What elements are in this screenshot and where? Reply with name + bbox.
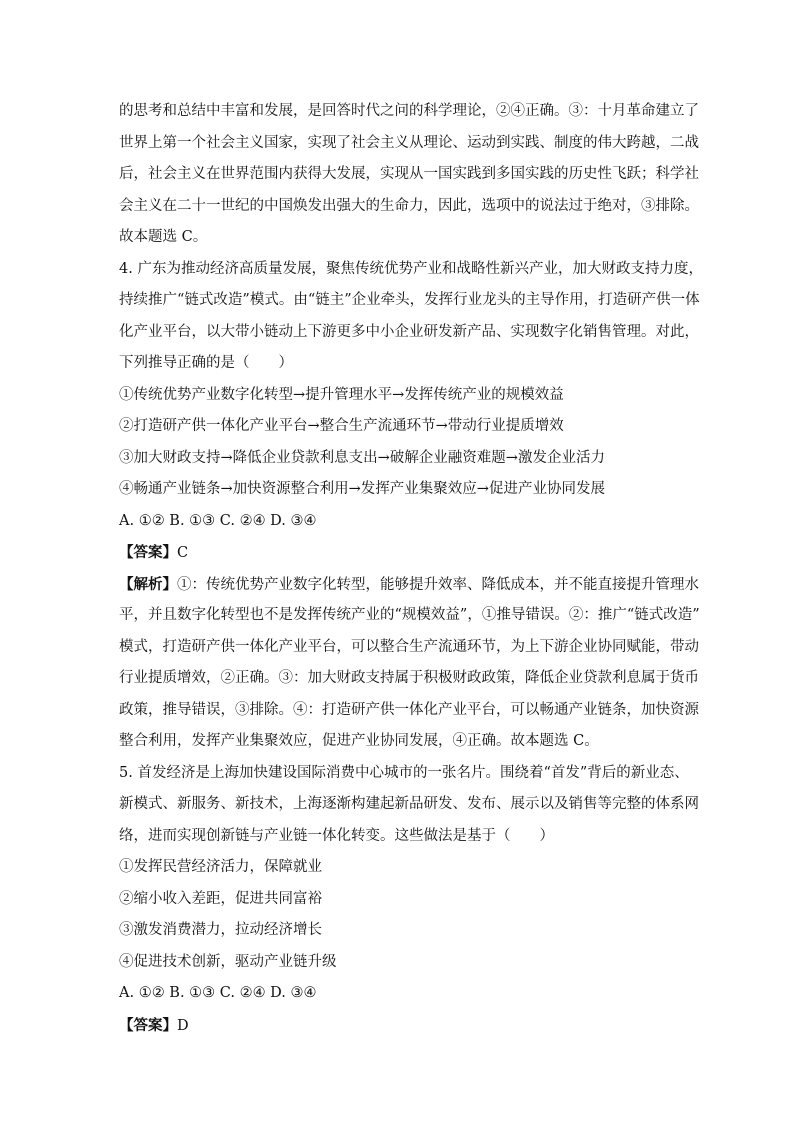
answer-value: D [177, 1017, 189, 1034]
question-5 [119, 758, 699, 1042]
option-item: ④促进技术创新，驱动产业链升级 [119, 953, 337, 970]
question-stem [119, 758, 699, 853]
text-line: 下列推导正确的是（ ） [119, 355, 293, 371]
text-line: 持续推广“链式改造”模式。由“链主”企业牵头，发挥行业龙头的主导作用，打造研产供一体 [119, 292, 700, 308]
text-line: 平，并且数字化转型也不是发挥传统产业的“规模效益”，①推导错误。②：推广“链式改造” [119, 607, 700, 623]
text-line: 化产业平台，以大带小链动上下游更多中小企业研发新产品、实现数字化销售管理。对此， [119, 323, 699, 340]
text-line: 政策，推导错误，③排除。④：打造研产供一体化产业平台，可以畅通产业链条，加快资源 [119, 701, 699, 718]
answer-choices: A. ①② B. ①③ C. ②④ D. ③④ [119, 512, 317, 529]
option-item: ①发挥民营经济活力，保障就业 [119, 859, 322, 875]
document-page [119, 96, 703, 1041]
option-item: ①传统优势产业数字化转型→提升管理水平→发挥传统产业的规模效益 [119, 386, 564, 403]
intro-paragraph [119, 96, 699, 254]
text-line: 世界上第一个社会主义国家，实现了社会主义从理论、运动到实践、制度的伟大跨越，二战 [119, 134, 699, 151]
text-line: 络，进而实现创新链与产业链一体化转变。这些做法是基于（ ） [119, 827, 554, 844]
text-line [119, 569, 699, 601]
text-line: 的思考和总结中丰富和发展，是回答时代之问的科学理论，②④正确。③：十月革命建立了 [119, 103, 699, 119]
answer-value: C [177, 545, 189, 561]
answer-label: 【答案】 [119, 544, 177, 561]
text-line: 会主义在二十一世纪的中国焕发出强大的生命力，因此，选项中的说法过于绝对，③排除。 [119, 197, 699, 214]
answer-choices: A. ①② B. ①③ C. ②④ D. ③④ [119, 985, 317, 1001]
option-item: ③激发消费潜力，拉动经济增长 [119, 922, 322, 938]
answer-line [119, 1010, 683, 1042]
text-line: 行业提质增效，②正确。③：加大财政支持属于积极财政政策，降低企业贷款利息属于货币 [119, 670, 699, 686]
text-line: 故本题选 C。 [119, 229, 208, 245]
answer-label: 【答案】 [119, 1016, 177, 1034]
text-line: 5. 首发经济是上海加快建设国际消费中心城市的一张名片。围绕着“首发”背后的新业态、 [119, 764, 689, 781]
option-list [119, 380, 683, 506]
text-line: 模式，打造研产供一体化产业平台，可以整合生产流通环节，为上下游企业协同赋能，带动 [119, 638, 699, 655]
text-line: 后，社会主义在世界范围内获得大发展，实现从一国实践到多国实践的历史性飞跃；科学社 [119, 166, 699, 182]
question-stem [119, 254, 703, 380]
option-list [119, 852, 683, 978]
option-item: ④畅通产业链条→加快资源整合利用→发挥产业集聚效应→促进产业协同发展 [119, 481, 605, 497]
answer-line [119, 537, 683, 569]
text-line: 整合利用，发挥产业集聚效应，促进产业协同发展，④正确。故本题选 C。 [119, 733, 599, 749]
question-4 [119, 254, 703, 758]
option-item: ③加大财政支持→降低企业贷款利息支出→破解企业融资难题→激发企业活力 [119, 449, 605, 466]
text-line: 4. 广东为推动经济高质量发展，聚焦传统优势产业和战略性新兴产业，加大财政支持力度， [119, 260, 703, 277]
analysis-label: 【解析】 [119, 575, 177, 593]
analysis-paragraph [119, 569, 700, 758]
text-line: 新模式、新服务、新技术，上海逐渐构建起新品研发、发布、展示以及销售等完整的体系网 [119, 796, 699, 812]
option-item: ②缩小收入差距，促进共同富裕 [119, 890, 322, 907]
option-item: ②打造研产供一体化产业平台→整合生产流通环节→带动行业提质增效 [119, 418, 564, 434]
analysis-text: ①：传统优势产业数字化转型，能够提升效率、降低成本，并不能直接提升管理水 [177, 576, 699, 593]
